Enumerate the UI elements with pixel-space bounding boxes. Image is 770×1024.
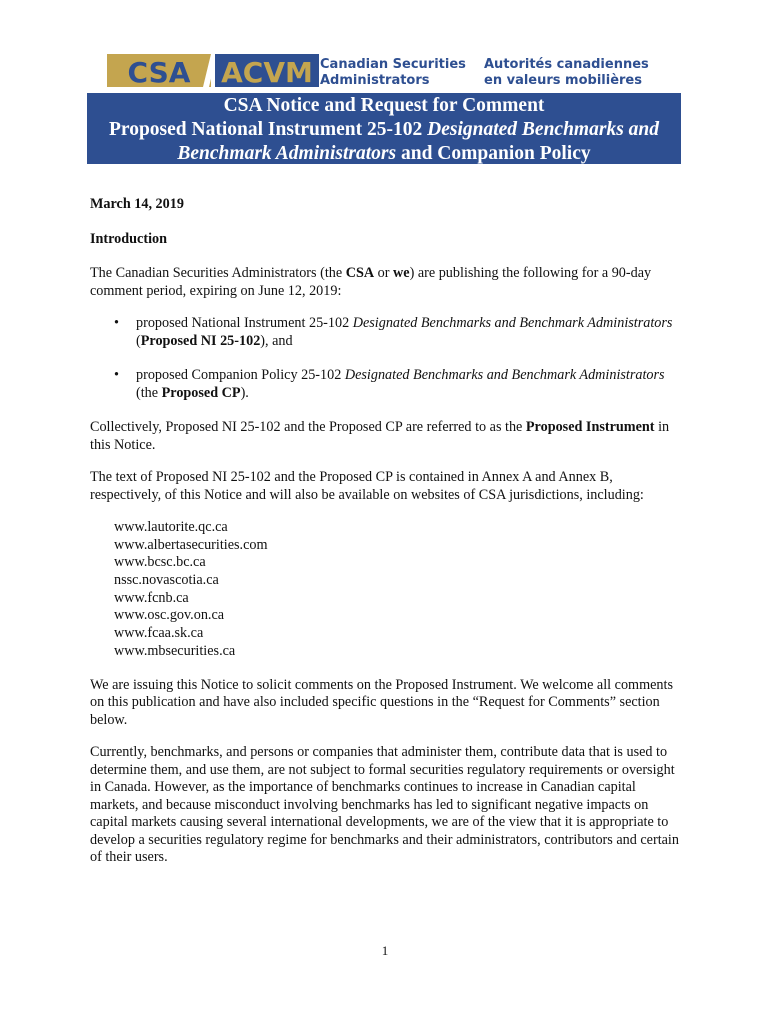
bullet-2-bold: Proposed CP	[161, 384, 241, 401]
title-line-3-italic: Benchmark Administrators	[177, 143, 397, 164]
bullet-2-text-2: (the	[136, 384, 162, 401]
website-link[interactable]: www.osc.gov.on.ca	[114, 607, 225, 624]
bullet-2-text-1: proposed Companion Policy 25-102	[136, 367, 345, 383]
bullet-1-bold: Proposed NI 25-102	[140, 332, 261, 349]
website-link[interactable]: www.fcnb.ca	[114, 589, 189, 606]
list-item	[90, 315, 686, 350]
collective-text-2: in this Notice.	[90, 419, 670, 453]
page-number: 1	[381, 943, 389, 958]
intro-bold-we: we	[393, 265, 410, 281]
bullet-2-text-3: ).	[240, 384, 249, 401]
intro-paragraph	[90, 265, 686, 300]
title-line-3	[87, 142, 681, 166]
bullet-1-text-2: (	[136, 332, 141, 349]
logo-french-line2: en valeurs mobilières	[484, 73, 642, 88]
logo-english-line1: Canadian Securities	[320, 57, 466, 72]
website-link[interactable]: www.fcaa.sk.ca	[114, 625, 204, 642]
csa-acvm-logo	[107, 50, 655, 90]
intro-text-3: ) are publishing the following for a 90-day comment period, expiring on June 12, 2019:	[90, 265, 652, 299]
website-list	[90, 519, 686, 661]
website-link[interactable]: www.mbsecurities.ca	[114, 642, 236, 659]
collective-text-1: Collectively, Proposed NI 25-102 and the Proposed CP are referred to as the	[90, 419, 526, 435]
logo-csa-text: CSA	[127, 56, 191, 89]
logo-graphic	[107, 50, 655, 90]
title-line-3-regular: and Companion Policy	[396, 143, 591, 164]
bullet-2-italic: Designated Benchmarks and Benchmark Administrators	[344, 367, 665, 383]
document-body	[90, 196, 686, 882]
intro-text-2: or	[374, 265, 394, 281]
collective-bold: Proposed Instrument	[525, 419, 655, 435]
issuing-paragraph: We are issuing this Notice to solicit comments on the Proposed Instrument. We welcome all comments on this publication and have also included specific questions in the “Request for Comments” section below.	[90, 676, 673, 728]
title-line-2-italic: Designated Benchmarks and	[427, 119, 659, 140]
notice-date: March 14, 2019	[90, 196, 184, 212]
proposal-list	[90, 315, 686, 402]
bullet-1-italic: Designated Benchmarks and Benchmark Administrators	[352, 315, 673, 331]
collective-paragraph	[90, 419, 686, 454]
bullet-1-text-3: ), and	[260, 332, 293, 349]
title-line-1: CSA Notice and Request for Comment	[223, 95, 545, 116]
website-link[interactable]: www.bcsc.bc.ca	[114, 554, 206, 571]
currently-paragraph: Currently, benchmarks, and persons or companies that administer them, contribute data that is used to determine them, and use them, are not subject to formal securities regulatory requirements or oversight in Canada. However, as the importance of benchmarks continues to increase in Canadian capital markets, and because misconduct involving benchmarks has led to significant negative impacts on capital markets causing several international developments, we are of the view that it is appropriate to develop a securities regulatory regime for benchmarks and their administrators, contributors and certain of their users.	[90, 744, 679, 865]
logo-french-line1: Autorités canadiennes	[484, 57, 649, 72]
intro-text-1: The Canadian Securities Administrators (the	[90, 265, 346, 281]
title-line-2	[87, 118, 681, 142]
notice-title-banner	[87, 93, 681, 164]
bullet-1-text-1: proposed National Instrument 25-102	[136, 315, 353, 331]
introduction-heading: Introduction	[90, 230, 167, 247]
list-item	[90, 367, 686, 402]
bullet-icon: •	[114, 315, 119, 331]
intro-bold-csa: CSA	[345, 265, 375, 281]
annex-paragraph: The text of Proposed NI 25-102 and the Proposed CP is contained in Annex A and Annex B, respectively, of this Notice and will also be available on websites of CSA jurisdictions, including:	[90, 469, 644, 503]
logo-acvm-text: ACVM	[221, 56, 313, 89]
website-link[interactable]: www.lautorite.qc.ca	[114, 519, 228, 535]
website-link[interactable]: nssc.novascotia.ca	[114, 572, 219, 589]
title-line-2-regular: Proposed National Instrument 25-102	[108, 119, 428, 140]
website-link[interactable]: www.albertasecurities.com	[114, 536, 268, 553]
logo-english-line2: Administrators	[320, 73, 430, 88]
bullet-icon: •	[114, 367, 119, 383]
